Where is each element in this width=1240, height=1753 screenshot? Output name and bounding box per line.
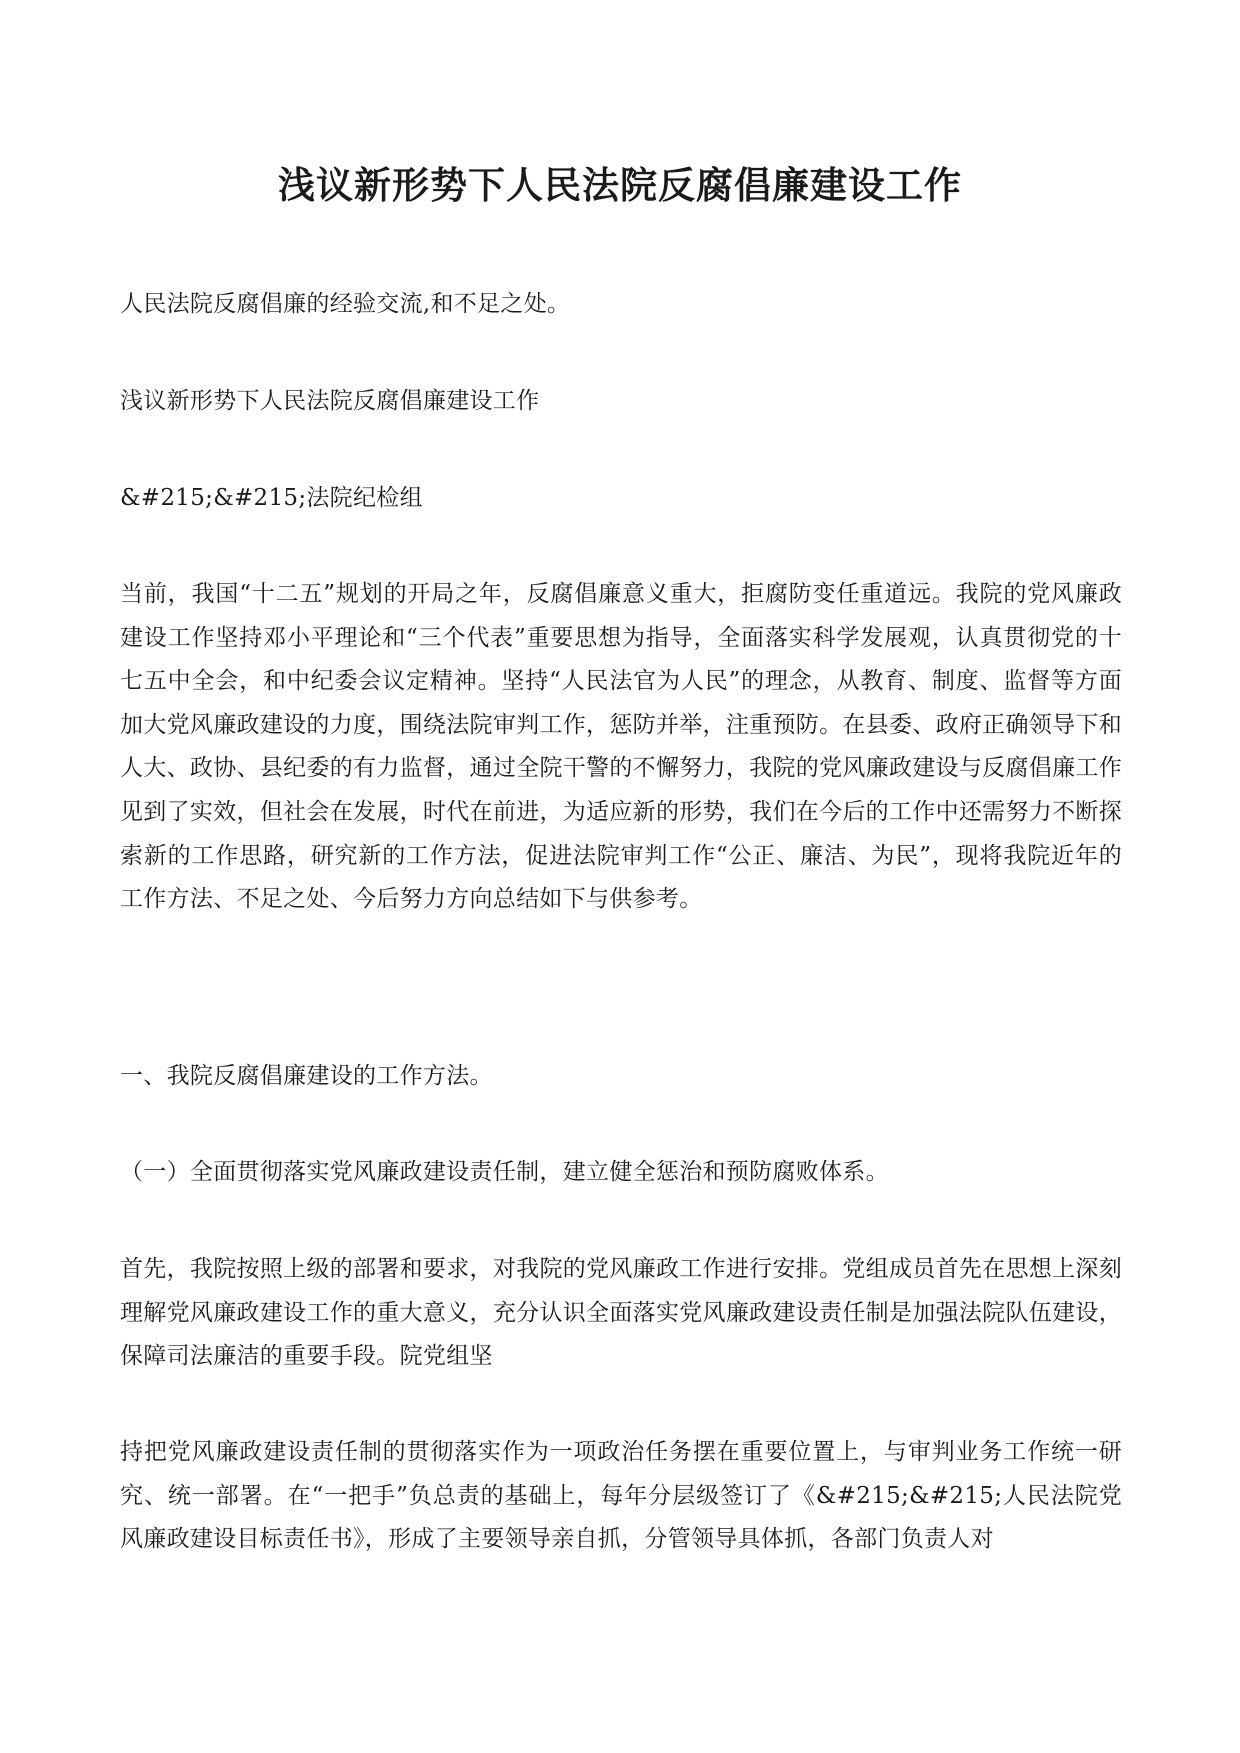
document-title: 浅议新形势下人民法院反腐倡廉建设工作 (278, 163, 962, 207)
body-paragraph: 持把党风廉政建设责任制的贯彻落实作为一项政治任务摆在重要位置上，与审判业务工作统一研究、统一部署。在“一把手”负总责的基础上，每年分层级签订了《&#215;&#215;人民法院党风廉政建设目标责任书》，形成了主要领导亲自抓，分管领导具体抓，各部门负责人对 (120, 1439, 1122, 1553)
author-line: &#215;&#215;法院纪检组 (120, 485, 423, 511)
body-paragraph: 首先，我院按照上级的部署和要求，对我院的党风廉政工作进行安排。党组成员首先在思想上深刻理解党风廉政建设工作的重大意义，充分认识全面落实党风廉政建设责任制是加强法院队伍建设，保障司法廉洁的重要手段。院党组坚 (120, 1256, 1122, 1370)
subsection-heading-1: （一）全面贯彻落实党风廉政建设责任制，建立健全惩治和预防腐败体系。 (120, 1159, 889, 1185)
article-heading-paragraph: 浅议新形势下人民法院反腐倡廉建设工作 (120, 388, 540, 414)
body-paragraph-intro: 当前，我国“十二五”规划的开局之年，反腐倡廉意义重大，拒腐防变任重道远。我院的党风廉政建设工作坚持邓小平理论和“三个代表”重要思想为指导，全面落实科学发展观，认真贯彻党的十七五中全会，和中纪委会议定精神。坚持“人民法官为人民”的理念，从教育、制度、监督等方面加大党风廉政建设的力度，围绕法院审判工作，惩防并举，注重预防。在县委、政府正确领导下和人大、政协、县纪委的有力监督，通过全院干警的不懈努力，我院的党风廉政建设与反腐倡廉工作见到了实效，但社会在发展，时代在前进，为适应新的形势，我们在今后的工作中还需努力不断探索新的工作思路，研究新的工作方法，促进法院审判工作“公正、廉洁、为民”，现将我院近年的工作方法、不足之处、今后努力方向总结如下与供参考。 (120, 581, 1122, 913)
section-heading-1: 一、我院反腐倡廉建设的工作方法。 (120, 1063, 493, 1089)
summary-paragraph: 人民法院反腐倡廉的经验交流,和不足之处。 (120, 291, 571, 317)
